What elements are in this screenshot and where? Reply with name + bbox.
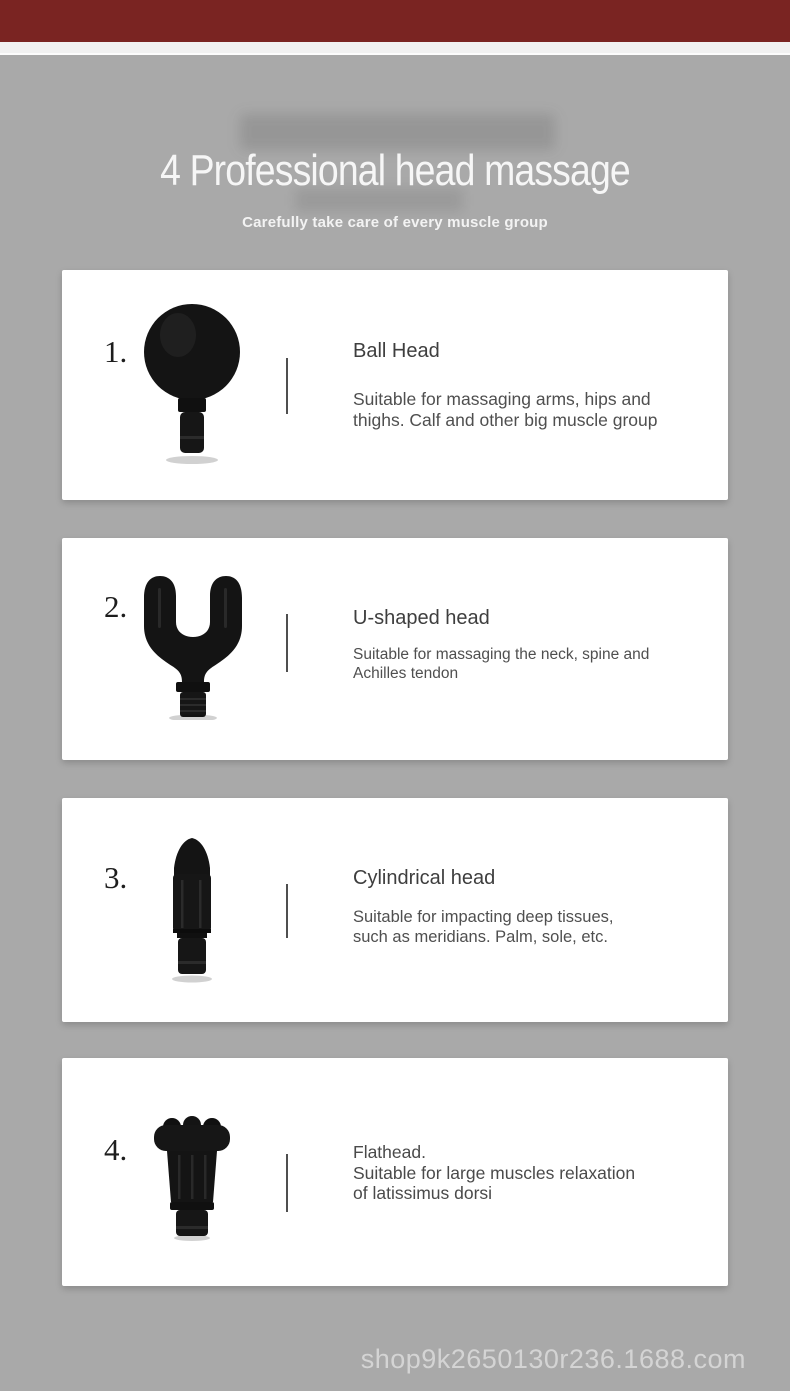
u-shaped-head-icon xyxy=(138,572,248,720)
vertical-divider xyxy=(286,884,288,938)
head-title: Ball Head xyxy=(353,340,440,362)
head-description xyxy=(353,1142,710,1204)
head-title: Cylindrical head xyxy=(353,867,496,889)
head-card-cylindrical xyxy=(62,798,728,1022)
card-number: 3. xyxy=(104,860,128,895)
vertical-divider xyxy=(286,614,288,672)
description-line: Suitable for massaging the neck, spine and xyxy=(353,646,650,663)
cylindrical-head-icon xyxy=(166,836,218,983)
card-text-block xyxy=(353,340,710,431)
vertical-divider xyxy=(286,358,288,414)
head-card-u-shaped xyxy=(62,538,728,760)
flathead-icon xyxy=(152,1116,232,1241)
description-line: Suitable for impacting deep tissues, xyxy=(353,908,614,926)
description-line: Suitable for massaging arms, hips and xyxy=(353,389,651,409)
description-line: Flathead. xyxy=(353,1142,426,1162)
description-line: Suitable for large muscles relaxation xyxy=(353,1162,636,1183)
card-number: 1. xyxy=(104,334,128,369)
vertical-divider xyxy=(286,1154,288,1212)
head-card-ball xyxy=(62,270,728,500)
top-light-strip xyxy=(0,42,790,55)
description-line: thighs. Calf and other big muscle group xyxy=(353,410,658,430)
card-number: 2. xyxy=(104,589,128,624)
description-line: Achilles tendon xyxy=(353,665,459,682)
ball-head-image xyxy=(142,303,242,470)
head-description xyxy=(353,645,710,683)
ball-head-icon xyxy=(142,303,242,465)
card-text-block xyxy=(353,1142,710,1204)
description-line: such as meridians. Palm, sole, etc. xyxy=(353,928,608,946)
description-line: of latissimus dorsi xyxy=(353,1183,493,1203)
card-text-block xyxy=(353,867,710,947)
cylindrical-head-image xyxy=(166,836,218,988)
u-shaped-head-image xyxy=(138,572,248,725)
page-title: 4 Professional head massage xyxy=(160,146,630,195)
head-description xyxy=(353,389,710,431)
card-number: 4. xyxy=(104,1132,128,1167)
head-card-flathead xyxy=(62,1058,728,1286)
head-description xyxy=(353,907,710,947)
card-text-block xyxy=(353,607,710,683)
head-title: U-shaped head xyxy=(353,607,490,629)
page-subtitle: Carefully take care of every muscle group xyxy=(242,214,548,231)
flathead-image xyxy=(152,1116,232,1246)
watermark-ghost-text xyxy=(240,114,555,150)
top-banner xyxy=(0,0,790,42)
footer-watermark: shop9k2650130r236.1688.com xyxy=(360,1344,746,1374)
